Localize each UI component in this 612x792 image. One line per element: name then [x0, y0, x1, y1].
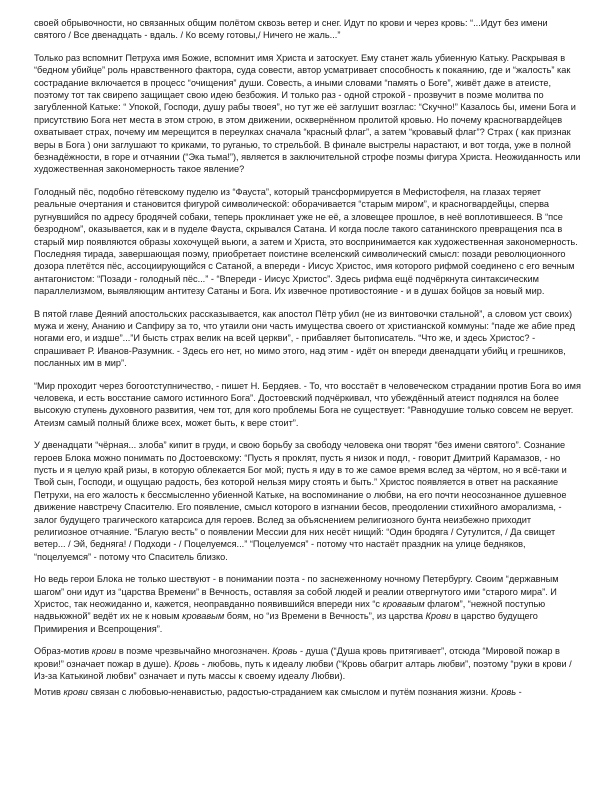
paragraph-6: [34, 439, 582, 563]
text-run: Образ-мотив: [34, 646, 92, 657]
paragraph-2: [34, 52, 582, 176]
text-run: У двенадцати “чёрная... злоба” кипит в груди, и свою борьбу за свободу человека они творят “без имени святого”. Сознание героев Блока можно понимать по Достоевскому: “Пусть я проклят, пусть я низок и подл, - говорит Дмитрий Карамазов, - но пусть и я целую край ризы, в которую облекается Бог мой; пусть я иду в то же самое время вслед за чёртом, но я всё-таки и Твой сын, Господи, и ощущаю радость, без которой нельзя миру стоять и быть.” Христос появляется в ответ на раскаяние Петрухи, на его жалость к бессмысленно убиенной Катьке, на воспоминание о любви, на его почти неосознанное душевное движение навстречу Спасителю. Его появление, смысл которого в изгнании бесов, преодолении стихийного аморализма, - залог будущего трагического катарсиса для героев. Вслед за объяснением религиозного бунта неизбежно приходит религиозное отчаяние. “Благую весть” о появлении Мессии для них несёт нищий: “Один бродяга / Сутулится, / Да свищет ветер... / Эй, бедняга! / Подходи - / Поцелуемся...” “Поцелуемся” - потому что настаёт праздник на улице бедняков, “поцелуемся” - потому что Спаситель близко.: [34, 440, 567, 562]
italic-run: кровавым: [182, 611, 225, 622]
text-run: “Мир проходит через богоотступничество, - пишет Н. Бердяев. - То, что восстаёт в человеческом страдании против Бога во имя человека, и есть восстание самого истинного Бога”. Достоевский подчёркивал, что убеждённый атеист поднялся на более высокую ступень духовного развития, чем тот, для кого проблемы Бога не существует: “Равнодушие только совсем не верует. Атеизм самый полный ближе всех, может быть, к вере стоит”.: [34, 380, 581, 428]
text-run: флагом”, “нежной поступью надвьюжной” ведёт их не к новым: [34, 599, 546, 622]
paragraph-5: [34, 380, 582, 430]
italic-run: крови: [91, 646, 117, 657]
paragraph-4: [34, 308, 582, 370]
text-run: боям, но “из Времени в Вечность”, из царства: [224, 611, 426, 622]
text-run: Голодный пёс, подобно гётевскому пуделю из “Фауста”, который трансформируется в Мефистофеля, на глазах теряет реальные очертания и становится фигурой символической: оборачивается “старым миром”, и красногвардейцы, сперва ругнувшийся по адресу бродячей собаки, теперь проклинает уже не её, а зловещее прошлое, в неё воплотившееся. В “псе безродном”, оказывается, как и в пуделе Фауста, скрывался Сатана. И когда после такого сатанинского превращения пса в старый мир появляются образы хохочущей вьюги, а затем и Христа, это воспринимается как художественная закономерность. Последняя тирада, завершающая поэму, приобретает поистине вселенский символический смысл: позади революционного дозора плетётся пёс, ассоциирующийся с Сатаной, а впереди - Иисус Христос, имя которого рифмой соединено с его вечным антагонистом: “Позади - голодный пёс...” - “Впереди - Иисус Христос”. Здесь рифма ещё подчёркнута синтаксическим параллелизмом, выявляющим антитезу Сатаны и Бога. Их извечное противостояние - и в душах бойцов за новый мир.: [34, 186, 578, 297]
text-run: Мотив: [34, 686, 64, 697]
paragraph-3: [34, 186, 582, 298]
italic-run: Кровь: [490, 686, 517, 697]
text-run: - душа (“Душа кровь притягивает”, отсюда “Мировой пожар в крови!” означает пожар в душе).: [34, 646, 560, 669]
document-page: [34, 17, 582, 708]
text-run: -: [516, 686, 522, 697]
italic-run: Крови: [425, 611, 452, 622]
text-run: связан с любовью-ненавистью, радостью-страданием как смыслом и путём познания жизни.: [87, 686, 491, 697]
text-run: Но ведь герои Блока не только шествуют - в понимании поэта - по заснеженному ночному Петербургу. Своим “державным шагом” они идут из “царства Времени” в Вечность, оставляя за собой людей и реалии отвергнутого ими “старого мира”. И Христос, так неожиданно и, кажется, неоправданно появившийся впереди них “с: [34, 574, 559, 610]
text-run: своей обрывочности, но связанных общим полётом сквозь ветер и снег. Идут по крови и через кровь: “...Идут без имени святого / Все двенадцать - вдаль. / Ко всему готовы,/ Ничего не жаль...”: [34, 18, 548, 41]
paragraph-8: [34, 645, 582, 682]
italic-run: Кровь: [272, 646, 298, 657]
text-run: в царство будущего Примирения и Всепрощения”.: [34, 611, 538, 634]
text-run: в поэме чрезвычайно многозначен.: [116, 646, 273, 657]
text-run: Только раз вспомнит Петруха имя Божие, вспомнит имя Христа и затоскует. Ему станет жаль убиенную Катьку. Раскрывая в “бедном убийце” роль нравственного фактора, суда совести, автор усматривает способность к покаянию, где и “жалость” как сострадание включается в процесс “очищения” души. Совесть, а иными словами “память о Боге”, живёт даже в атеисте, поэтому тот так свирепо защищает свою идею безбожия. И только раз - одной строкой - прозвучит в поэме молитва по загубленной Катьке: “ Упокой, Господи, душу рабы твоея”, но тут же её заглушит возглас: “Скучно!” Казалось бы, имени Бога и присутствию Бога нет места в этом строю, в этом движении, осквернённом пролитой кровью. Но почему красногвардейцев охватывает страх, почему им мерещится в переулках сначала “красный флаг”, а затем “кровавый флаг”? Страх ( как признак веры в Бога ) они заглушают то криками, то руганью, то стрельбой. В финале выстрелы нарастают, и вот тогда, уже в полной безнадёжности, в горе и отчаянии (“Эка тьма!”), является в заключительной строфе поэмы фигура Христа. Неожиданность или художественная закономерность такое явление?: [34, 52, 581, 175]
paragraph-1: [34, 17, 582, 42]
paragraph-7: [34, 573, 582, 635]
paragraph-9: [34, 686, 582, 698]
italic-run: Кровь: [174, 658, 200, 669]
text-run: В пятой главе Деяний апостольских рассказывается, как апостол Пётр убил (не из винтовочки стальной”, а словом уст своих) мужа и жену, Ананию и Сапфиру за то, что утаили они часть имущества своего от христианской коммуны: “паде же абие пред ногами его, и издше”...”И бысть страх велик на всей церкви”, - прибавляет бытописатель. “Что же, и здесь Христос? - спрашивает Р. Иванов-Разумник. - Здесь его нет, но мимо этого, над этим - идёт он впереди двенадцати убийц и грешников, посланных им в мир”.: [34, 308, 575, 369]
text-run: - любовь, путь к идеалу любви (“Кровь обагрит алтарь любви”, поэтому “руки в крови / Из-за Катькиной любви” означает и путь массы к своему идеалу Любви).: [34, 658, 572, 682]
italic-run: кровавым: [382, 599, 425, 610]
italic-run: крови: [63, 686, 88, 697]
